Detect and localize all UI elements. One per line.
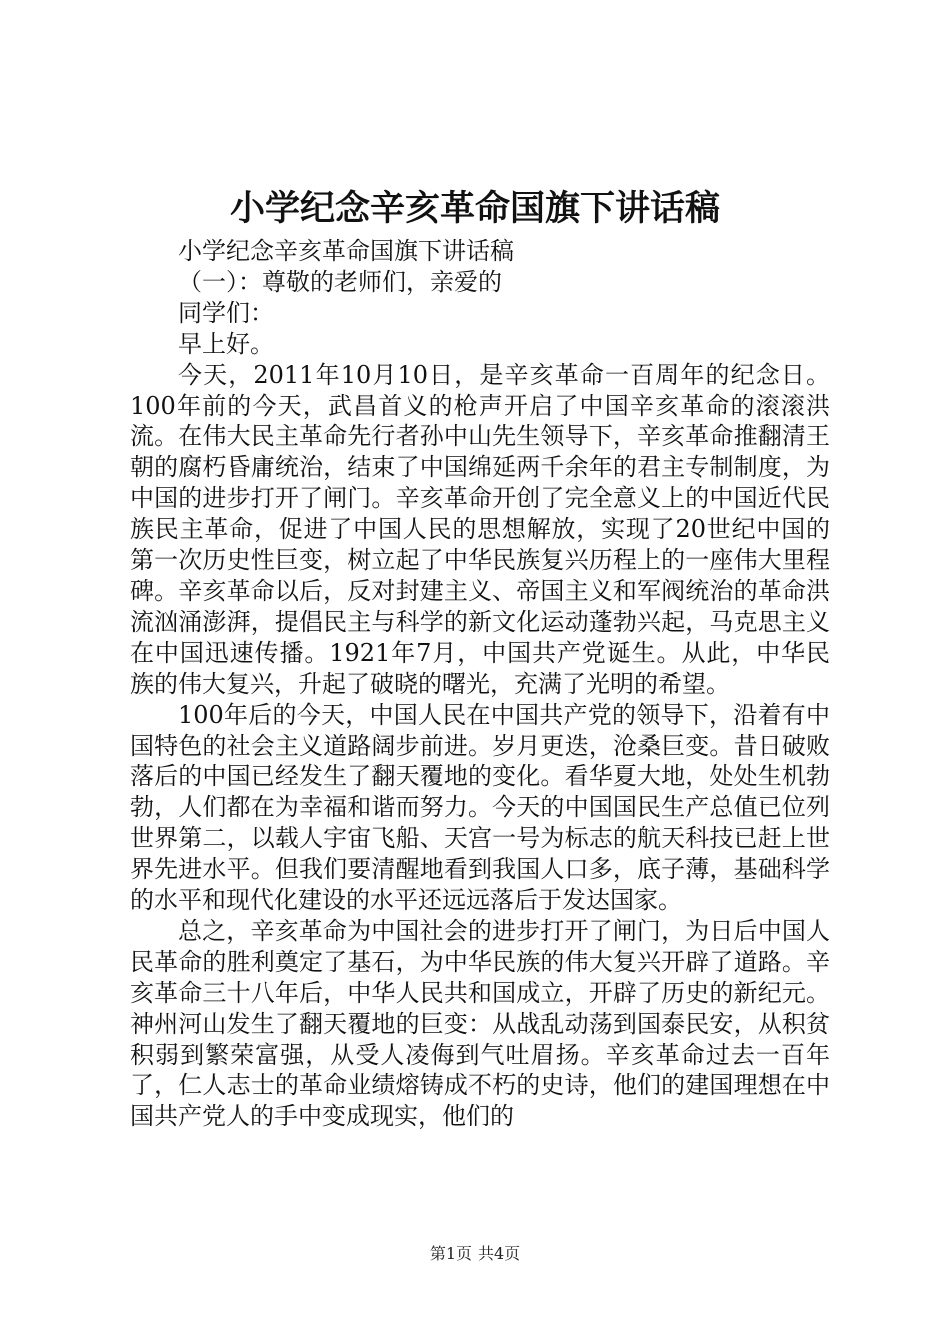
paragraph-body-2: 100年后的今天，中国人民在中国共产党的领导下，沿着有中国特色的社会主义道路阔步前进。岁月更迭，沧桑巨变。昔日破败落后的中国已经发生了翻天覆地的变化。看华夏大地，处处生机勃勃，人们都在为幸福和谐而努力。今天的中国国民生产总值已位列世界第二，以载人宇宙飞船、天宫一号为标志的航天科技已赶上世界先进水平。但我们要清醒地看到我国人口多，底子薄，基础科学的水平和现代化建设的水平还远远落后于发达国家。 [130, 700, 830, 915]
paragraph-body-1: 今天，2011年10月10日，是辛亥革命一百周年的纪念日。100年前的今天，武昌首义的枪声开启了中国辛亥革命的滚滚洪流。在伟大民主革命先行者孙中山先生领导下，辛亥革命推翻清王朝的腐朽昏庸统治，结束了中国绵延两千余年的君主专制制度，为中国的进步打开了闸门。辛亥革命开创了完全意义上的中国近代民族民主革命，促进了中国人民的思想解放，实现了20世纪中国的第一次历史性巨变，树立起了中华民族复兴历程上的一座伟大里程碑。辛亥革命以后，反对封建主义、帝国主义和军阀统治的革命洪流汹涌澎湃，提倡民主与科学的新文化运动蓬勃兴起，马克思主义在中国迅速传播。1921年7月，中国共产党诞生。从此，中华民族的伟大复兴，升起了破晓的曙光，充满了光明的希望。 [130, 360, 830, 698]
paragraph-body-3: 总之，辛亥革命为中国社会的进步打开了闸门，为日后中国人民革命的胜利奠定了基石，为中华民族的伟大复兴开辟了道路。辛亥革命三十八年后，中华人民共和国成立，开辟了历史的新纪元。神州河山发生了翻天覆地的巨变：从战乱动荡到国泰民安，从积贫积弱到繁荣富强，从受人凌侮到气吐眉扬。辛亥革命过去一百年了，仁人志士的革命业绩熔铸成不朽的史诗，他们的建国理想在中国共产党人的手中变成现实，他们的 [130, 916, 830, 1131]
document-title: 小学纪念辛亥革命国旗下讲话稿 [229, 188, 720, 229]
page-number: 第1页 [429, 1244, 472, 1263]
paragraph-greeting: 早上好。 [178, 329, 274, 358]
paragraph-subtitle: 小学纪念辛亥革命国旗下讲话稿 [178, 237, 514, 265]
page-footer [0, 1243, 950, 1265]
paragraph-salutation-cont: 同学们： [178, 298, 274, 327]
document-body [130, 236, 830, 1132]
paragraph-salutation: （一）：尊敬的老师们，亲爱的 [178, 267, 502, 296]
page-total: 共4页 [478, 1244, 521, 1263]
